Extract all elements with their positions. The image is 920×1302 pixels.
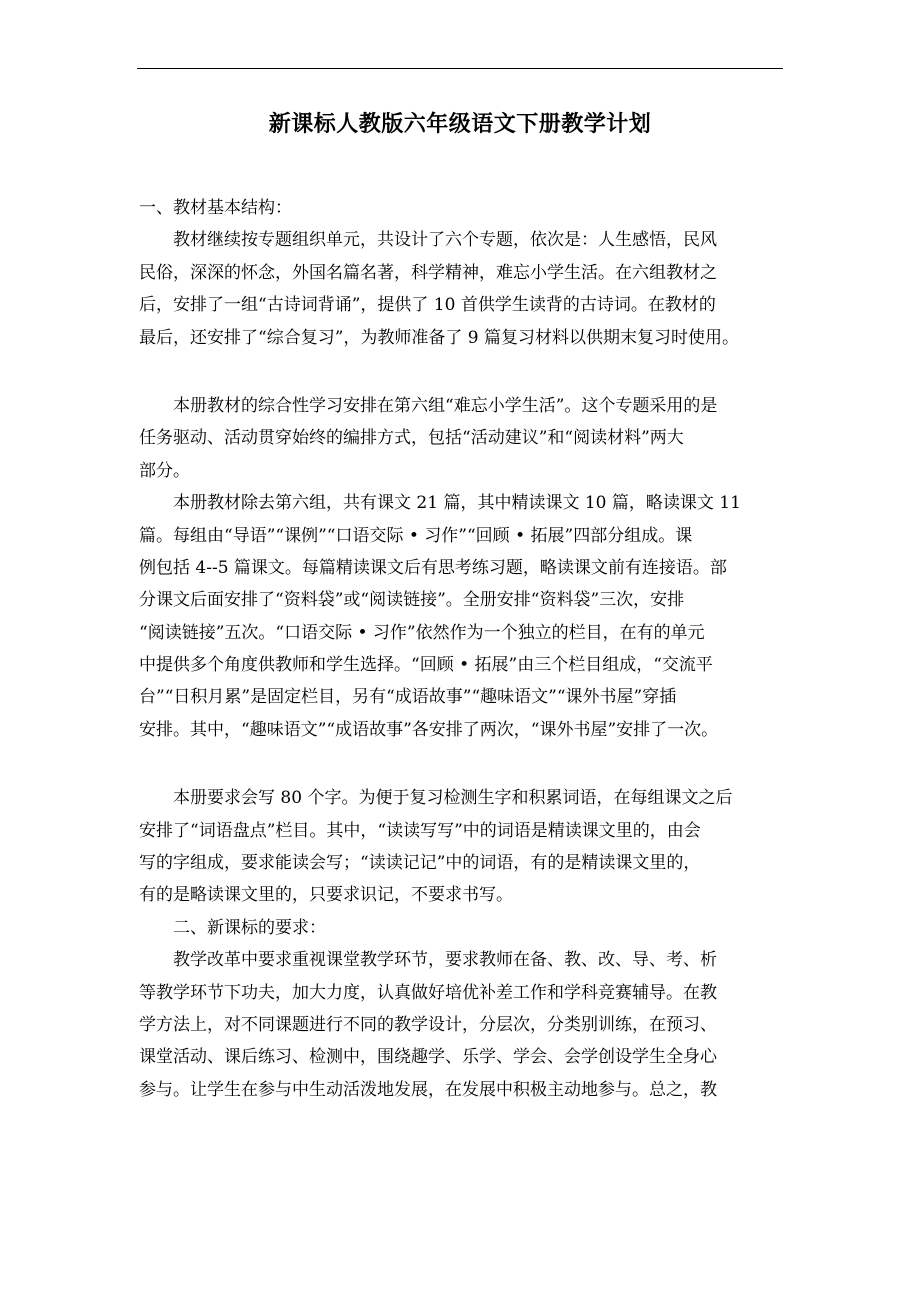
paragraph-line: 本册教材除去第六组，共有课文 21 篇，其中精读课文 10 篇，略读课文 11	[173, 493, 741, 514]
header-rule	[137, 68, 783, 69]
paragraph-line: 任务驱动、活动贯穿始终的编排方式，包括“活动建议”和“阅读材料”两大	[139, 428, 684, 449]
paragraph-line: 部分。	[139, 460, 190, 481]
paragraph-line: 有的是略读课文里的，只要求识记，不要求书写。	[139, 885, 513, 906]
paragraph-line: 等教学环节下功夫，加大力度，认真做好培优补差工作和学科竞赛辅导。在教	[139, 982, 717, 1003]
paragraph-line: 例包括 4--5 篇课文。每篇精读课文后有思考练习题，略读课文前有连接语。部	[139, 557, 727, 578]
paragraph-line: 课堂活动、课后练习、检测中，围绕趣学、乐学、学会、会学创设学生全身心	[139, 1047, 717, 1068]
paragraph-gap	[139, 354, 785, 390]
paragraph-line: 篇。每组由“导语”“课例”“口语交际 • 习作”“回顾 • 拓展”四部分组成。课	[139, 525, 693, 546]
section-heading-standards: 二、新课标的要求：	[173, 917, 326, 938]
paragraph-line: 安排。其中，“趣味语文”“成语故事”各安排了两次，“课外书屋”安排了一次。	[139, 719, 719, 740]
paragraph-line: 最后，还安排了“综合复习”，为教师准备了 9 篇复习材料以供期末复习时使用。	[139, 327, 740, 348]
paragraph-line: 本册教材的综合性学习安排在第六组“难忘小学生活”。这个专题采用的是	[173, 395, 718, 416]
paragraph-line: 写的字组成，要求能读会写；“读读记记”中的词语，有的是精读课文里的，	[139, 853, 701, 874]
paragraph-line: 学方法上，对不同课题进行不同的教学设计，分层次，分类别训练，在预习、	[139, 1014, 717, 1035]
paragraph-line: 教学改革中要求重视课堂教学环节，要求教师在备、教、改、导、考、析	[173, 950, 717, 971]
paragraph-line: 分课文后面安排了“资料袋”或“阅读链接”。全册安排“资料袋”三次，安排	[139, 590, 685, 611]
paragraph-line: 本册要求会写 80 个字。为便于复习检测生字和积累词语，在每组课文之后	[173, 788, 733, 809]
paragraph-line: 安排了“词语盘点”栏目。其中，“读读写写”中的词语是精读课文里的，由会	[139, 820, 701, 841]
paragraph-gap	[139, 746, 785, 782]
document-title: 新课标人教版六年级语文下册教学计划	[268, 111, 652, 137]
section-heading-structure: 一、教材基本结构：	[139, 198, 292, 218]
paragraph-line: 民俗，深深的怀念，外国名篇名著，科学精神，难忘小学生活。在六组教材之	[139, 262, 717, 283]
paragraph-line: 后，安排了一组“古诗词背诵”，提供了 10 首供学生读背的古诗词。在教材的	[139, 295, 716, 316]
paragraph-line: 台”“日积月累”是固定栏目，另有“成语故事”“趣味语文”“课外书屋”穿插	[139, 687, 677, 708]
paragraph-line: 中提供多个角度供教师和学生选择。“回顾 • 拓展”由三个栏目组成，“交流平	[139, 655, 713, 676]
document-body	[139, 192, 785, 1106]
paragraph-line: 参与。让学生在参与中生动活泼地发展，在发展中积极主动地参与。总之，教	[139, 1079, 717, 1100]
paragraph-line: 教材继续按专题组织单元，共设计了六个专题，依次是：人生感悟，民风	[173, 230, 717, 251]
paragraph-line: “阅读链接”五次。“口语交际 • 习作”依然作为一个独立的栏目，在有的单元	[139, 622, 705, 643]
